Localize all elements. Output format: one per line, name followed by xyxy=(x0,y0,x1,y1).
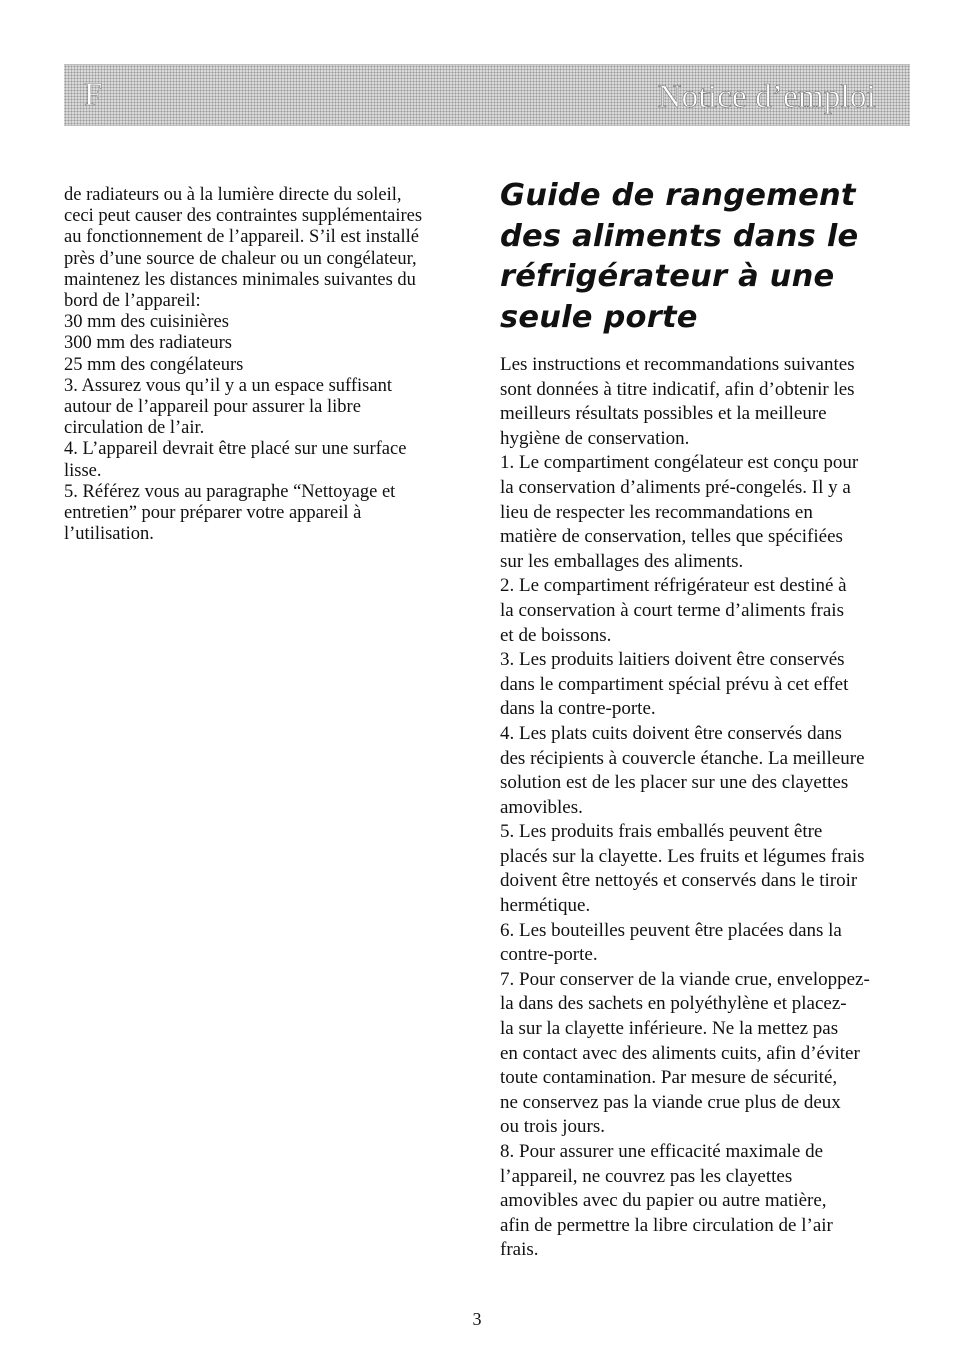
text-line: toute contamination. Par mesure de sécurité, xyxy=(500,1067,838,1089)
text-line: 5. Référez vous au paragraphe “Nettoyage et xyxy=(64,481,396,502)
header-banner xyxy=(64,64,910,126)
text-line: 3. Les produits laitiers doivent être conservés xyxy=(500,649,845,671)
text-line: doivent être nettoyés et conservés dans le tiroir xyxy=(500,870,858,892)
text-line: près d’une source de chaleur ou un congélateur, xyxy=(64,248,417,269)
text-line: contre-porte. xyxy=(500,944,598,966)
text-line: de radiateurs ou à la lumière directe du soleil, xyxy=(64,185,402,205)
text-line: circulation de l’air. xyxy=(64,418,205,439)
text-line: amovibles avec du papier ou autre matière, xyxy=(500,1190,827,1212)
text-line: la conservation d’aliments pré-congelés. Il y a xyxy=(500,476,851,498)
text-line: bord de l’appareil: xyxy=(64,291,201,312)
text-line: maintenez les distances minimales suivantes du xyxy=(64,269,416,290)
text-line: solution est de les placer sur une des clayettes xyxy=(500,772,849,794)
text-line: 30 mm des cuisinières xyxy=(64,312,229,333)
text-line: placés sur la clayette. Les fruits et légumes frais xyxy=(500,845,865,867)
text-line: 8. Pour assurer une efficacité maximale de xyxy=(500,1141,824,1162)
text-line: ou trois jours. xyxy=(500,1116,606,1138)
text-line: meilleurs résultats possibles et la meilleure xyxy=(500,403,827,425)
heading-line: des aliments dans le xyxy=(500,218,859,254)
heading-line: Guide de rangement xyxy=(500,178,856,213)
text-line: Les instructions et recommandations suivantes xyxy=(500,354,855,375)
text-line: autour de l’appareil pour assurer la libre xyxy=(64,397,361,418)
text-line: hygiène de conservation. xyxy=(500,427,690,449)
text-line: 6. Les bouteilles peuvent être placées dans la xyxy=(500,919,842,941)
text-line: la dans des sachets en polyéthylène et placez- xyxy=(500,993,847,1015)
heading-line: réfrigérateur à une xyxy=(500,259,835,294)
text-line: 25 mm des congélateurs xyxy=(64,354,244,375)
text-line: 2. Le compartiment réfrigérateur est destiné à xyxy=(500,575,847,597)
text-line: frais. xyxy=(500,1239,539,1261)
storage-guide-text xyxy=(500,353,912,1263)
text-line: 4. L’appareil devrait être placé sur une surface xyxy=(64,439,407,460)
text-line: amovibles. xyxy=(500,796,583,818)
text-line: afin de permettre la libre circulation de l’air xyxy=(500,1214,833,1236)
text-line: des récipients à couvercle étanche. La meilleure xyxy=(500,747,865,769)
text-line: ceci peut causer des contraintes supplémentaires xyxy=(64,206,423,227)
text-line: 3. Assurez vous qu’il y a un espace suffisant xyxy=(64,375,392,396)
right-column xyxy=(500,176,912,1263)
text-line: dans le compartiment spécial prévu à cet effet xyxy=(500,673,849,695)
text-line: sur les emballages des aliments. xyxy=(500,550,744,572)
text-line: dans la contre-porte. xyxy=(500,698,656,720)
text-line: 5. Les produits frais emballés peuvent être xyxy=(500,821,823,843)
text-line: la conservation à court terme d’aliments frais xyxy=(500,599,844,621)
text-line: lisse. xyxy=(64,460,102,481)
text-line: matière de conservation, telles que spécifiées xyxy=(500,526,843,548)
text-line: 7. Pour conserver de la viande crue, enveloppez- xyxy=(500,968,870,990)
text-line: l’utilisation. xyxy=(64,524,154,545)
heading-line: seule porte xyxy=(500,299,698,335)
text-line: lieu de respecter les recommandations en xyxy=(500,501,813,523)
text-line: entretien” pour préparer votre appareil à xyxy=(64,503,362,524)
text-line: la sur la clayette inférieure. Ne la mettez pas xyxy=(500,1018,839,1040)
page-title: Notice d’emploi xyxy=(657,79,876,115)
text-line: hermétique. xyxy=(500,895,591,917)
text-line: 1. Le compartiment congélateur est conçu pour xyxy=(500,452,859,474)
left-column xyxy=(64,185,472,545)
text-line: sont données à titre indicatif, afin d’obtenir les xyxy=(500,378,855,400)
language-indicator: F xyxy=(84,77,103,113)
text-line: l’appareil, ne couvrez pas les clayettes xyxy=(500,1165,793,1187)
text-line: 4. Les plats cuits doivent être conservés dans xyxy=(500,722,842,744)
text-line: et de boissons. xyxy=(500,624,612,646)
section-heading xyxy=(500,176,912,338)
text-line: en contact avec des aliments cuits, afin d’éviter xyxy=(500,1042,860,1064)
text-line: 300 mm des radiateurs xyxy=(64,333,232,354)
text-line: au fonctionnement de l’appareil. S’il est installé xyxy=(64,227,419,248)
text-line: ne conservez pas la viande crue plus de deux xyxy=(500,1091,841,1113)
page-number: 3 xyxy=(472,1309,482,1329)
